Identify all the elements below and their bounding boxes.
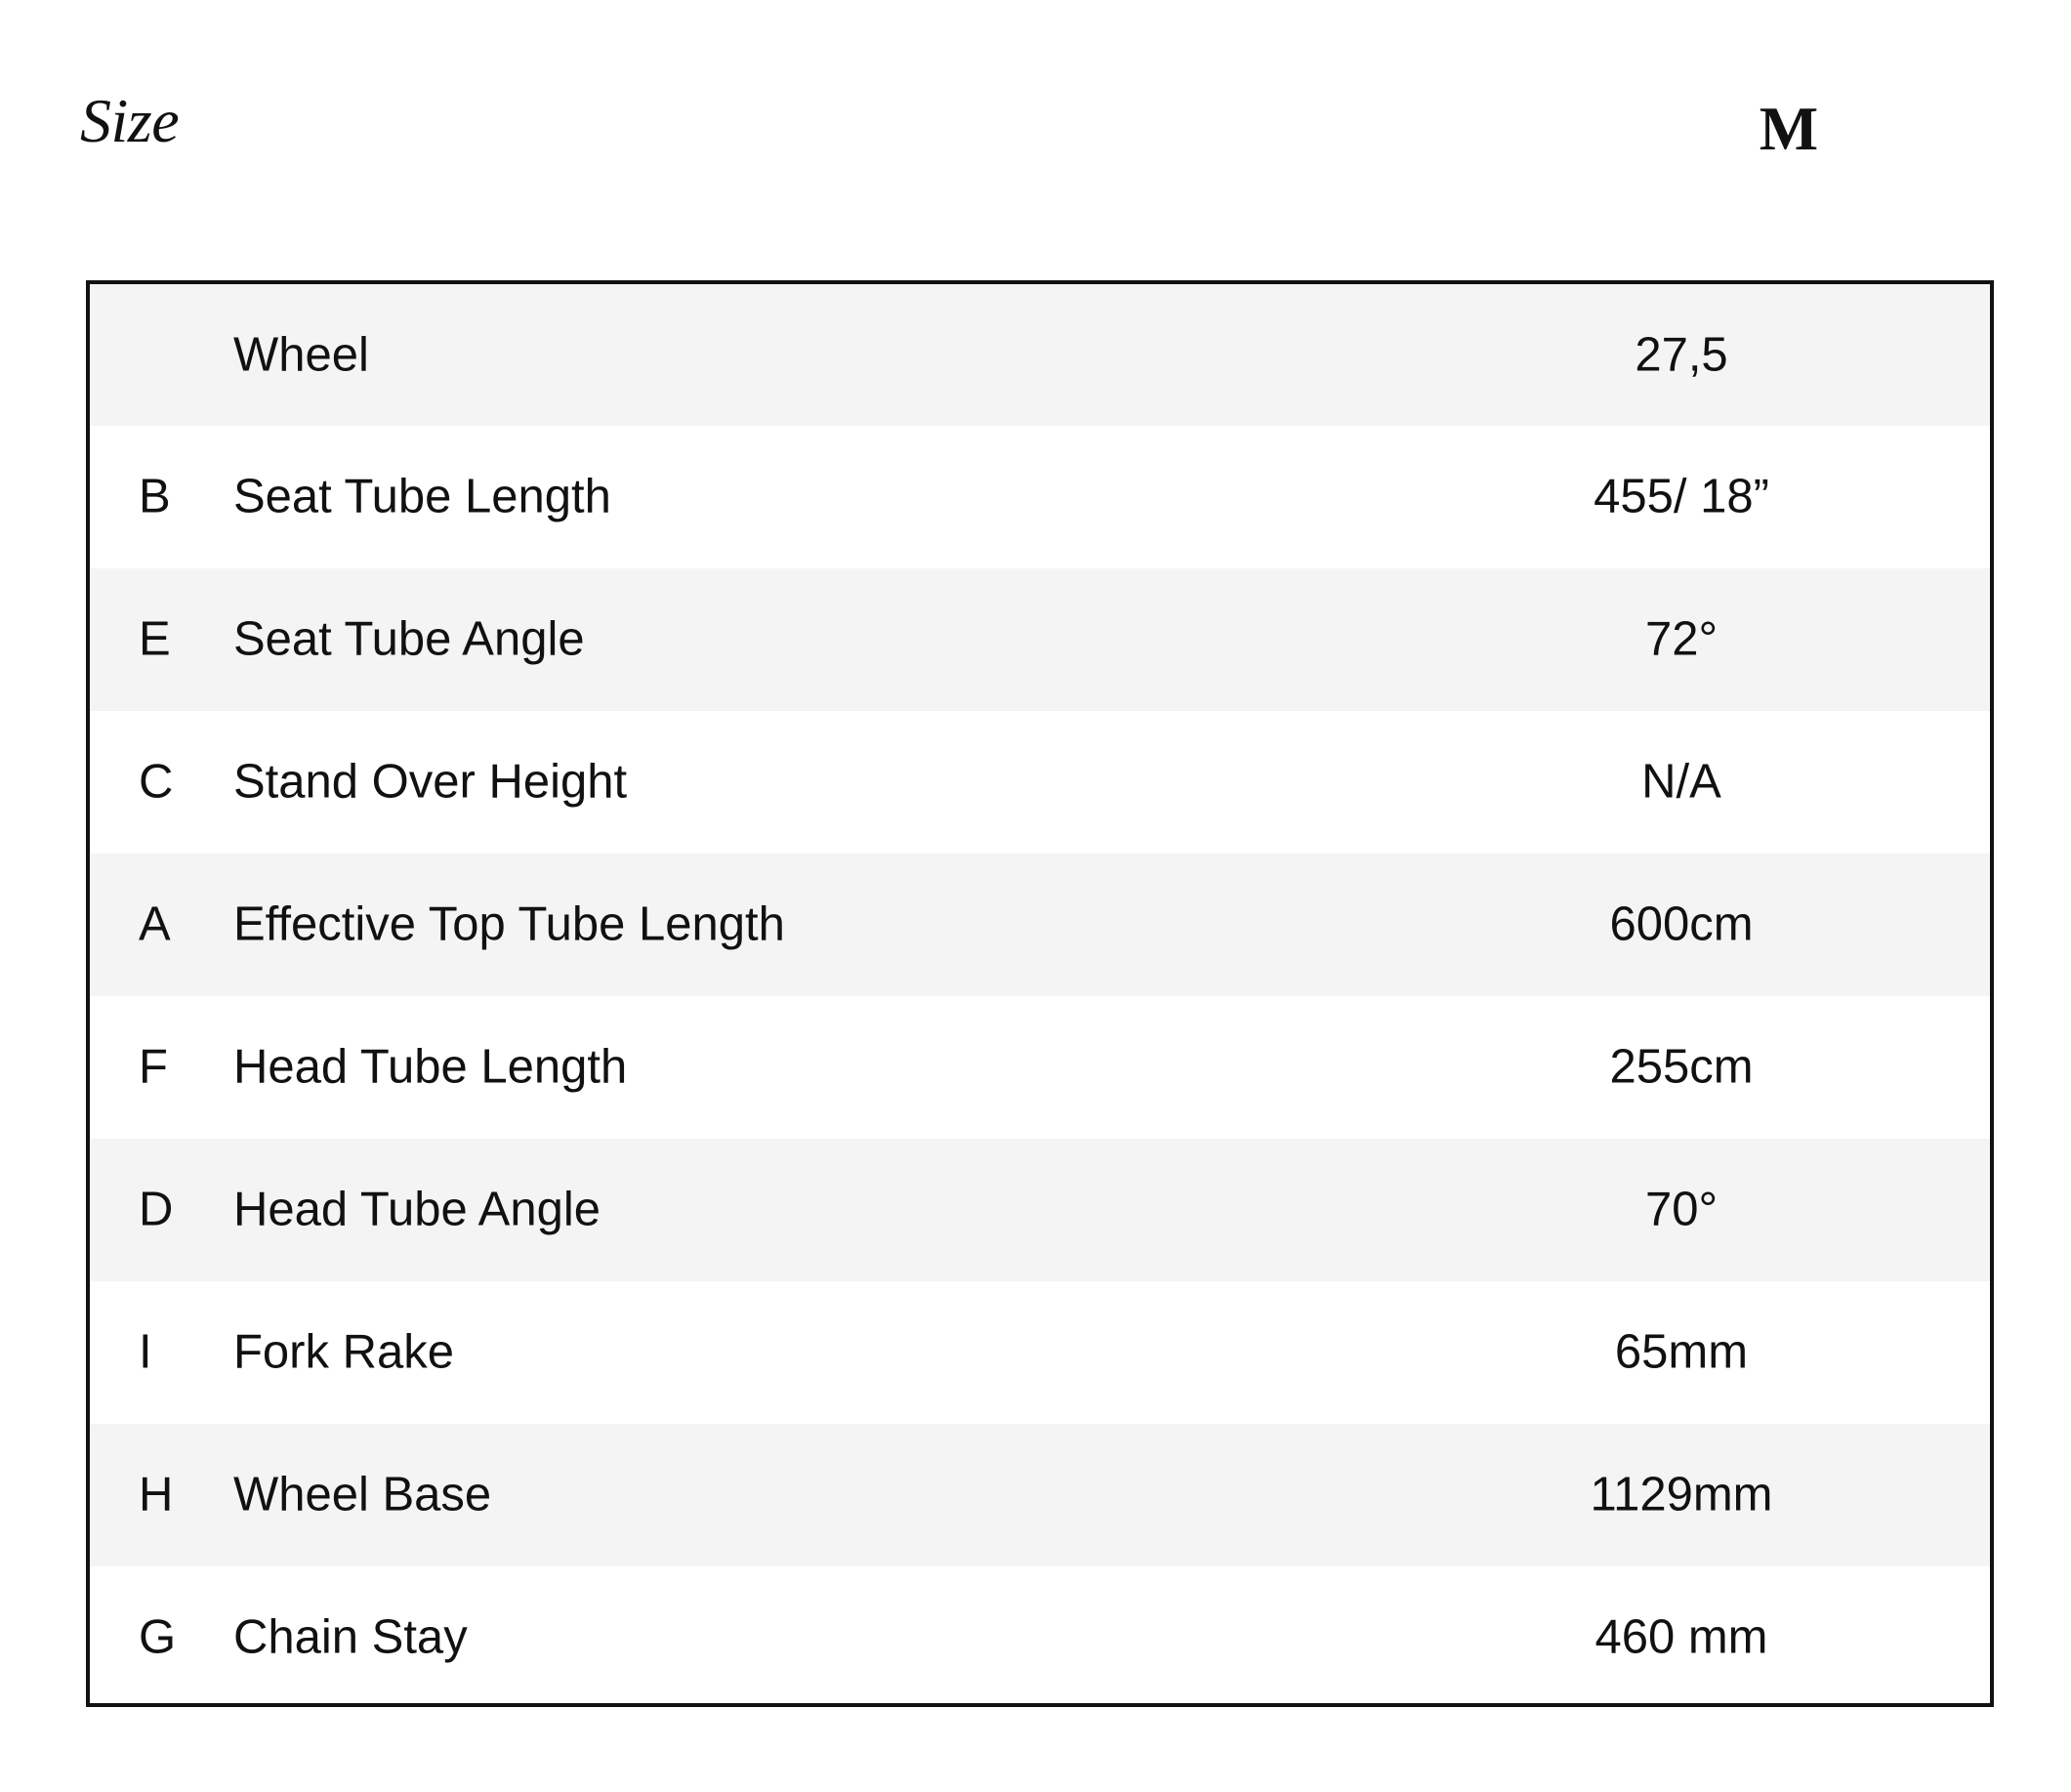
table-row — [90, 711, 1990, 854]
geometry-table — [86, 280, 1994, 1707]
row-value: 1129mm — [1590, 1468, 1773, 1521]
size-label: Size — [80, 86, 180, 155]
row-value: N/A — [1641, 755, 1721, 809]
table-row — [90, 996, 1990, 1139]
table-row — [90, 426, 1990, 568]
row-letter: B — [139, 470, 171, 523]
row-label: Head Tube Angle — [233, 1183, 601, 1236]
row-label: Stand Over Height — [233, 755, 628, 809]
row-value: 255cm — [1609, 1040, 1754, 1094]
size-header — [0, 0, 2071, 264]
row-letter: A — [139, 897, 171, 951]
row-value: 65mm — [1614, 1325, 1749, 1379]
row-label: Effective Top Tube Length — [233, 897, 785, 951]
table-row — [90, 1281, 1990, 1424]
table-row — [90, 284, 1990, 426]
table-row — [90, 854, 1990, 996]
row-value: 72° — [1644, 612, 1719, 666]
row-letter: G — [139, 1610, 177, 1664]
row-letter: H — [139, 1468, 174, 1521]
table-row — [90, 1139, 1990, 1281]
table-row — [90, 568, 1990, 711]
row-letter: C — [139, 755, 174, 809]
row-value: 460 mm — [1595, 1610, 1768, 1664]
row-letter: D — [139, 1183, 174, 1236]
row-label: Wheel Base — [233, 1468, 492, 1521]
row-value: 600cm — [1609, 897, 1754, 951]
row-label: Head Tube Length — [233, 1040, 628, 1094]
row-value: 455/ 18” — [1594, 470, 1769, 523]
row-value: 70° — [1644, 1183, 1719, 1236]
row-label: Seat Tube Angle — [233, 612, 585, 666]
row-letter: F — [139, 1040, 168, 1094]
row-value: 27,5 — [1635, 328, 1728, 381]
row-letter: E — [139, 612, 171, 666]
size-value: M — [1759, 94, 1819, 163]
row-label: Fork Rake — [233, 1325, 455, 1379]
row-label: Seat Tube Length — [233, 470, 611, 523]
row-letter: I — [139, 1325, 152, 1379]
row-label: Chain Stay — [233, 1610, 468, 1664]
row-label: Wheel — [233, 328, 369, 381]
table-row — [90, 1566, 1990, 1707]
table-row — [90, 1424, 1990, 1566]
